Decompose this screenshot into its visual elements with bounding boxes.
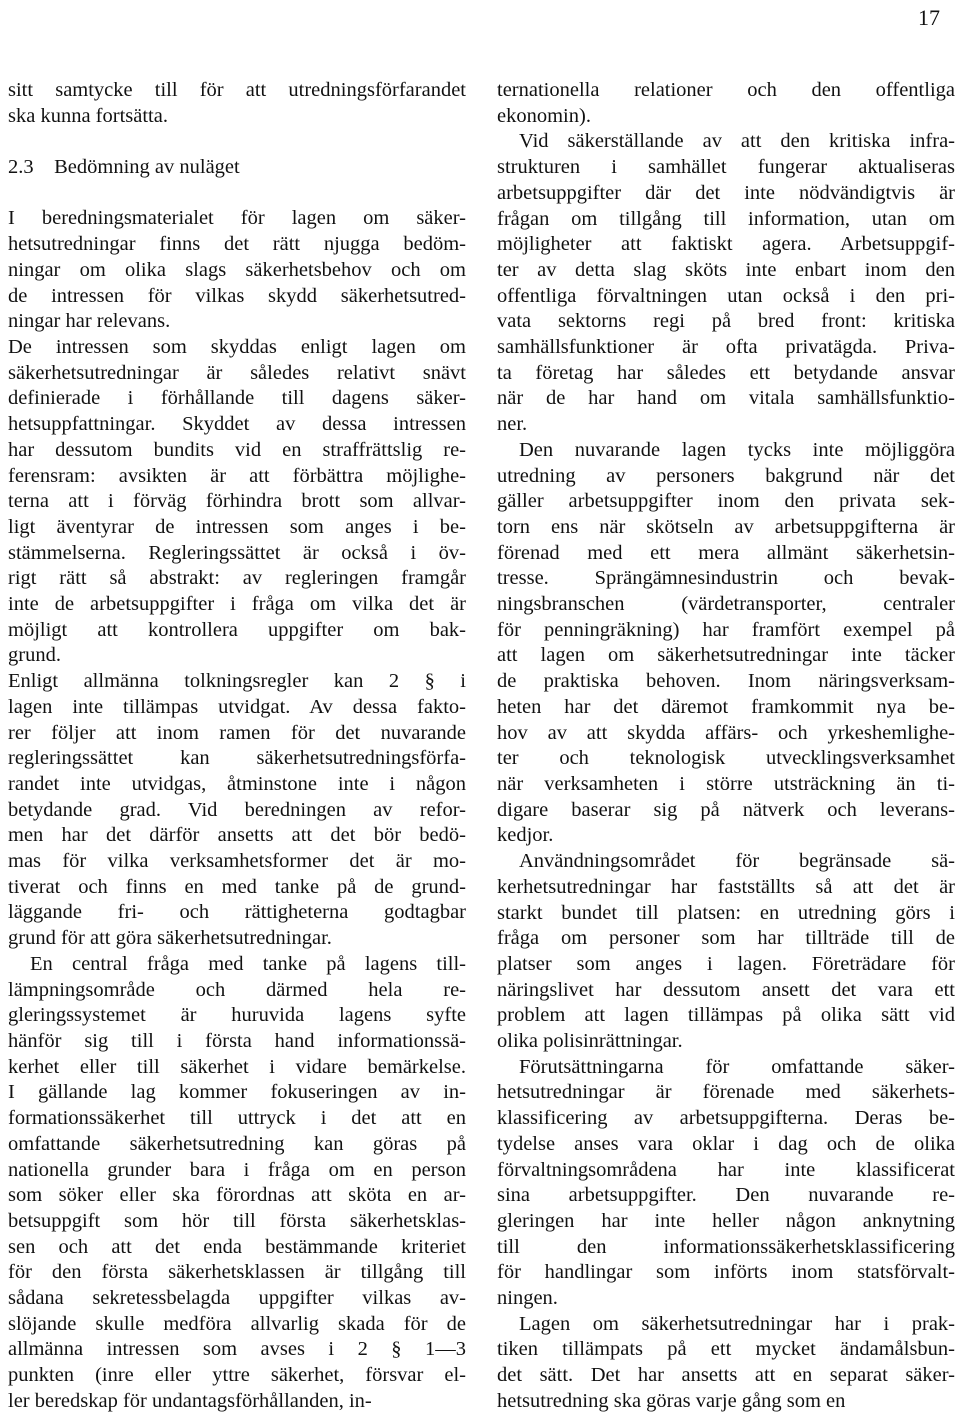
text-line: som söker eller ska förordnas att sköta en ar- (8, 1184, 466, 1207)
text-line: En central fråga med tanke på lagens till- (30, 952, 466, 975)
text-line: allmänna intressen som avses i 2 § 1—3 (8, 1338, 466, 1361)
text-line: Vid säkerställande av att den kritiska infra- (519, 130, 955, 153)
text-line: för den första säkerhetsklassen är tillgång till (8, 1261, 466, 1284)
text-line: I beredningsmaterialet för lagen om säker- (8, 207, 466, 230)
text-line: grund för att göra säkerhetsutredningar. (8, 927, 332, 950)
text-line: ningar om olika slags säkerhetsbehov och om (8, 258, 466, 281)
paragraph (8, 335, 466, 669)
text-line: ner. (497, 413, 528, 436)
text-line: fråga om personer som har tillträde till de (497, 927, 955, 950)
text-line: ningsbranschen (värdetransporter, centraler (497, 593, 955, 616)
text-line: ternationella relationer och den offentliga (497, 79, 955, 101)
paragraph (497, 1055, 955, 1312)
text-line: problem att lagen tillämpas på olika sätt vid (497, 1004, 955, 1027)
text-line: vata sektorns regi på bred front: kritiska (497, 310, 955, 333)
text-line: samhällsfunktioner är ofta privatägda. Priva- (497, 336, 955, 359)
text-line: hetsuppfattningar. Skyddet av dessa intressen (8, 413, 466, 436)
section-heading (8, 155, 466, 181)
text-line: definierade i förhållande till dagens säker- (8, 387, 466, 410)
left-column (8, 78, 466, 1415)
text-line: läggande fri- och rättigheterna godtagbar (8, 901, 466, 924)
text-line: tydelse anses vara oklar i dag och de olika (497, 1132, 955, 1155)
text-line: I gällande lag kommer fokuseringen av in- (8, 1081, 466, 1104)
text-line: kerhetsutredningar har fastställts så att det är (497, 875, 955, 898)
text-line: randet inte utvidgas, åtminstone inte i någon (8, 772, 466, 795)
text-line: gleringen har inte heller någon anknytning (497, 1209, 955, 1232)
text-line: hetsutredningar är förenade med säkerhets- (497, 1081, 955, 1104)
text-line: punkten (inre eller yttre säkerhet, försvar el- (8, 1364, 466, 1387)
text-line: ekonomin). (497, 104, 591, 127)
spacer (8, 129, 466, 155)
text-line: torn ens när skötseln av arbetsuppgifterna är (497, 515, 955, 538)
text-line: sina arbetsuppgifter. Den nuvarande re- (497, 1184, 955, 1207)
text-line: till den informationssäkerhetsklassificering (497, 1235, 955, 1258)
text-line: ningen. (497, 1287, 558, 1310)
text-line: tiken tillämpats på ett mycket ändamålsbun- (497, 1338, 955, 1361)
text-line: när de har hand om vitala samhällsfunktio- (497, 387, 955, 410)
text-line: ska kunna fortsätta. (8, 104, 168, 127)
text-line: frågan om tillgång till information, utan om (497, 207, 955, 230)
text-line: Enligt allmänna tolkningsregler kan 2 § i (8, 670, 466, 693)
text-line: när verksamheten i större utsträckning än ti- (497, 772, 955, 795)
text-line: arbetsuppgifter där det inte nödvändigtvis är (497, 181, 955, 204)
text-line: ta företag har således ett betydande ansvar (497, 361, 955, 384)
section-title: Bedömning av nuläget (54, 156, 240, 179)
text-line: slöjande skulle medföra allvarlig skada för de (8, 1312, 466, 1335)
intro-paragraph (8, 78, 466, 129)
section-number: 2.3 (8, 156, 34, 179)
text-line: klassificering av arbetsuppgifterna. Deras be- (497, 1107, 955, 1130)
text-line: tiverat och finns en med tanke på de grund- (8, 875, 466, 898)
text-line: kerhet eller till säkerhet i vidare bemärkelse. (8, 1055, 466, 1078)
text-line: hetsutredningar finns det rätt njugga bedöm- (8, 233, 466, 256)
left-paragraphs (8, 206, 466, 1414)
text-line: rigt rätt så abstrakt: av regleringen framgår (8, 567, 466, 590)
text-line: grund. (8, 644, 61, 667)
text-line: Användningsområdet för begränsade sä- (519, 850, 955, 873)
text-line: lämpningsområde och därmed hela re- (8, 978, 466, 1001)
text-line: hetsutredning ska göras varje gång som en (497, 1389, 846, 1412)
text-line: gäller arbetsuppgifter inom den privata sek- (497, 490, 955, 513)
text-line: ter av detta slag sköts inte enbart inom den (497, 258, 955, 281)
text-line: offentliga förvaltningen utan också i den pri- (497, 284, 955, 307)
text-line: stämmelserna. Regleringssättet är också i öv- (8, 541, 466, 564)
paragraph (497, 1312, 955, 1415)
right-paragraphs (497, 78, 955, 1415)
paragraph (497, 438, 955, 849)
text-line: kedjor. (497, 824, 554, 847)
page-number: 17 (918, 5, 940, 30)
text-line: ler beredskap för undantagsförhållanden, in- (8, 1389, 372, 1412)
text-line: hänför sig till i första hand informationssä- (8, 1029, 466, 1052)
text-line: regleringssättet kan säkerhetsutredningsförfa- (8, 747, 466, 770)
text-line: säkerhetsutredningar är således relativt snävt (8, 361, 466, 384)
text-line: förvaltningsområdena har inte klassificerat (497, 1158, 955, 1181)
text-line: inte de arbetsuppgifter i fråga om vilka det är (8, 593, 466, 616)
text-line: lagen inte tillämpas utvidgat. Av dessa fakto- (8, 695, 466, 718)
text-line: ningar har relevans. (8, 310, 171, 333)
text-line: nationella grunder bara i fråga om en person (8, 1158, 466, 1181)
text-line: terna att i förväg förhindra brott som allvar- (8, 490, 466, 513)
text-line: ter och teknologisk utvecklingsverksamhet (497, 747, 955, 770)
text-line: sådana sekretessbelagda uppgifter vilkas av- (8, 1287, 466, 1310)
text-line: förenad med ett mera allmänt säkerhetsin- (497, 541, 955, 564)
text-line: olika polisinrättningar. (497, 1030, 683, 1053)
text-line: Förutsättningarna för omfattande säker- (519, 1055, 955, 1078)
text-line: ferensram: avsikten är att förbättra möjlighe- (8, 464, 466, 487)
paragraph (497, 849, 955, 1055)
text-line: platser som anges i lagen. Företrädare för (497, 952, 955, 975)
text-line: rer följer att inom ramen för det nuvarande (8, 721, 466, 744)
paragraph (8, 952, 466, 1415)
right-column (497, 78, 955, 1415)
text-line: hov av att skydda affärs- och yrkeshemlighe- (497, 721, 955, 744)
text-line: men har det därför ansetts att det bör bedö- (8, 824, 466, 847)
text-line: mas för vilka verksamhetsformer det är mo- (8, 850, 466, 873)
text-line: sen och att det enda bestämmande kriteriet (8, 1235, 466, 1258)
text-line: strukturen i samhället fungerar aktualiseras (497, 156, 955, 179)
text-line: utredning av personers bakgrund när det (497, 464, 955, 487)
paragraph (497, 78, 955, 129)
text-line: har dessutom bundits vid en straffrättslig re- (8, 438, 466, 461)
text-line: omfattande säkerhetsutredning kan göras på (8, 1132, 466, 1155)
text-line: Den nuvarande lagen tycks inte möjliggöra (519, 438, 955, 461)
text-line: tresse. Sprängämnesindustrin och bevak- (497, 567, 955, 590)
text-line: heten har det däremot framkommit nya be- (497, 695, 955, 718)
text-line: Lagen om säkerhetsutredningar har i prak- (519, 1312, 955, 1335)
text-line: att lagen om säkerhetsutredningar inte täcker (497, 644, 955, 667)
text-line: gleringssystemet är huruvida lagens syfte (8, 1004, 466, 1027)
text-line: näringslivet har dessutom ansett det vara ett (497, 978, 955, 1001)
text-line: ligt äventyrar de intressen som anges i be- (8, 515, 466, 538)
paragraph (497, 129, 955, 437)
spacer (8, 181, 466, 207)
text-line: De intressen som skyddas enligt lagen om (8, 336, 466, 358)
text-line: sitt samtycke till för att utredningsförfarandet (8, 79, 466, 101)
text-line: betsuppgift som hör till första säkerhetsklas- (8, 1209, 466, 1232)
text-line: starkt bundet till platsen: en utredning görs i (497, 901, 955, 924)
text-line: möjligheter att faktiskt agera. Arbetsuppgif- (497, 233, 955, 256)
text-line: digare baserar sig på nätverk och leverans- (497, 798, 955, 821)
text-line: för penningräkning) har framfört exempel på (497, 618, 955, 641)
text-line: möjligt att kontrollera uppgifter om bak- (8, 618, 466, 641)
text-line: det sätt. Det har ansetts att en separat säker- (497, 1364, 955, 1387)
text-line: betydande grad. Vid beredningen av refor- (8, 798, 466, 821)
text-line: de intressen för vilkas skydd säkerhetsutred- (8, 284, 466, 307)
paragraph (8, 669, 466, 952)
text-line: för handlingar som införts inom statsförvalt- (497, 1261, 955, 1284)
text-line: de praktiska behoven. Inom näringsverksam- (497, 670, 955, 693)
text-line: formationssäkerhet till uttryck i det att en (8, 1107, 466, 1130)
paragraph (8, 206, 466, 335)
